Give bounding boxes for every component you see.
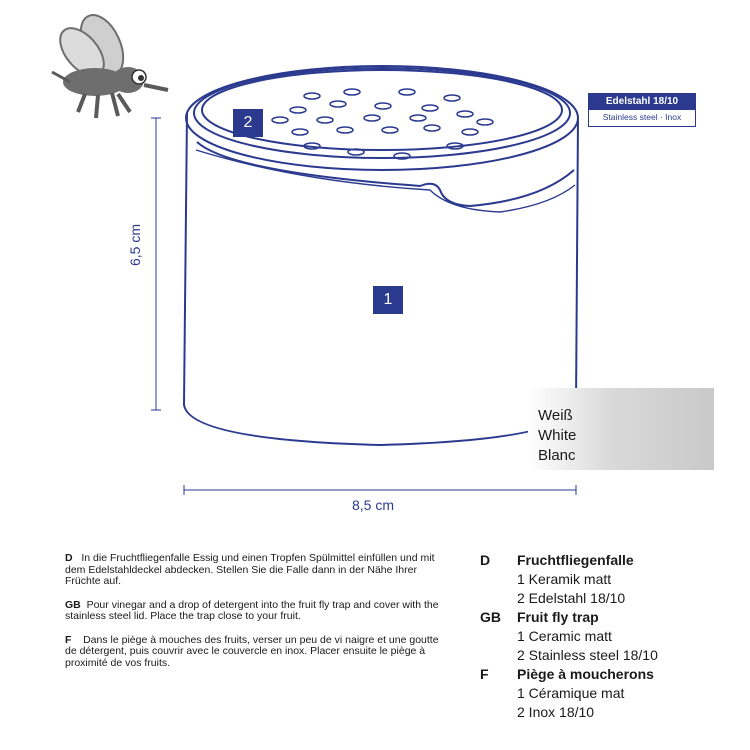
lid-hole	[317, 117, 333, 123]
legend-heading-gb	[480, 608, 740, 627]
material-badge-subtitle: Stainless steel · Inox	[602, 112, 682, 122]
material-badge-title: Edelstahl 18/10	[589, 94, 695, 110]
legend-title: Fruchtfliegenfalle	[517, 552, 634, 568]
legend-item: 1 Céramique mat	[517, 685, 625, 701]
lid-hole	[330, 101, 346, 107]
legend-item: 1 Ceramic matt	[517, 628, 612, 644]
instruction-gb	[65, 600, 445, 623]
legend-heading-f	[480, 665, 740, 684]
legend-item: 2 Inox 18/10	[517, 704, 595, 720]
lid-hole	[399, 89, 415, 95]
instructions	[65, 553, 445, 681]
material-badge	[588, 93, 696, 127]
lang-code: F	[65, 633, 72, 646]
lid-hole	[422, 105, 438, 111]
width-label: 8,5 cm	[352, 497, 395, 513]
width-dimension-line	[184, 485, 576, 495]
legend-item: 2 Stainless steel 18/10	[517, 647, 658, 663]
legend-heading-de	[480, 551, 740, 570]
instruction-de	[65, 553, 445, 588]
color-name-de: Weiß	[538, 407, 573, 424]
instruction-text: Dans le piège à mouches des fruits, verser un peu de vi naigre et une goutte de détergent, puis couvrir avec le couvercle en inox. Placer ensuite le piège à proximité de vos fruits.	[65, 633, 439, 669]
lang-code: GB	[480, 609, 501, 625]
lang-code: D	[65, 552, 73, 564]
lid-hole	[410, 115, 426, 121]
lid-hole	[444, 95, 460, 101]
height-dimension-line	[151, 118, 161, 410]
fly-icon	[52, 8, 168, 118]
lid-hole	[382, 127, 398, 133]
instruction-text: Pour vinegar and a drop of detergent into the fruit fly trap and cover with the stainless steel lid. Place the trap close to your fruit.	[65, 598, 439, 622]
parts-legend	[480, 551, 740, 722]
color-swatch	[528, 388, 714, 470]
lang-code: D	[480, 552, 491, 568]
legend-title: Piège à moucherons	[517, 666, 654, 682]
lid-hole	[457, 111, 473, 117]
callout-body: 1	[373, 286, 403, 314]
lid-hole	[344, 89, 360, 95]
legend-item: 1 Keramik matt	[517, 571, 612, 587]
instruction-text: In die Fruchtfliegenfalle Essig und einen Tropfen Spülmittel einfüllen und mit dem Edelstahldeckel abdecken. Stellen Sie die Falle dann in der Nähe Ihrer Früchte auf.	[65, 552, 435, 587]
legend-title: Fruit fly trap	[517, 609, 599, 625]
lang-code: GB	[65, 598, 81, 611]
color-name-en: White	[538, 427, 577, 444]
height-label: 6,5 cm	[127, 223, 143, 266]
lid-hole	[272, 117, 288, 123]
color-name-fr: Blanc	[538, 447, 576, 464]
callout-lid: 2	[233, 109, 263, 137]
lid-holes	[272, 89, 493, 159]
lid-hole	[292, 129, 308, 135]
lid-hole	[375, 103, 391, 109]
lid-hole	[424, 125, 440, 131]
legend-item: 2 Edelstahl 18/10	[517, 590, 626, 606]
lid-hole	[304, 93, 320, 99]
lang-code: F	[480, 666, 489, 682]
instruction-f	[65, 635, 445, 670]
lid-hole	[477, 119, 493, 125]
lid-hole	[290, 107, 306, 113]
lid-hole	[337, 127, 353, 133]
lid-hole	[364, 115, 380, 121]
lid-hole	[462, 129, 478, 135]
